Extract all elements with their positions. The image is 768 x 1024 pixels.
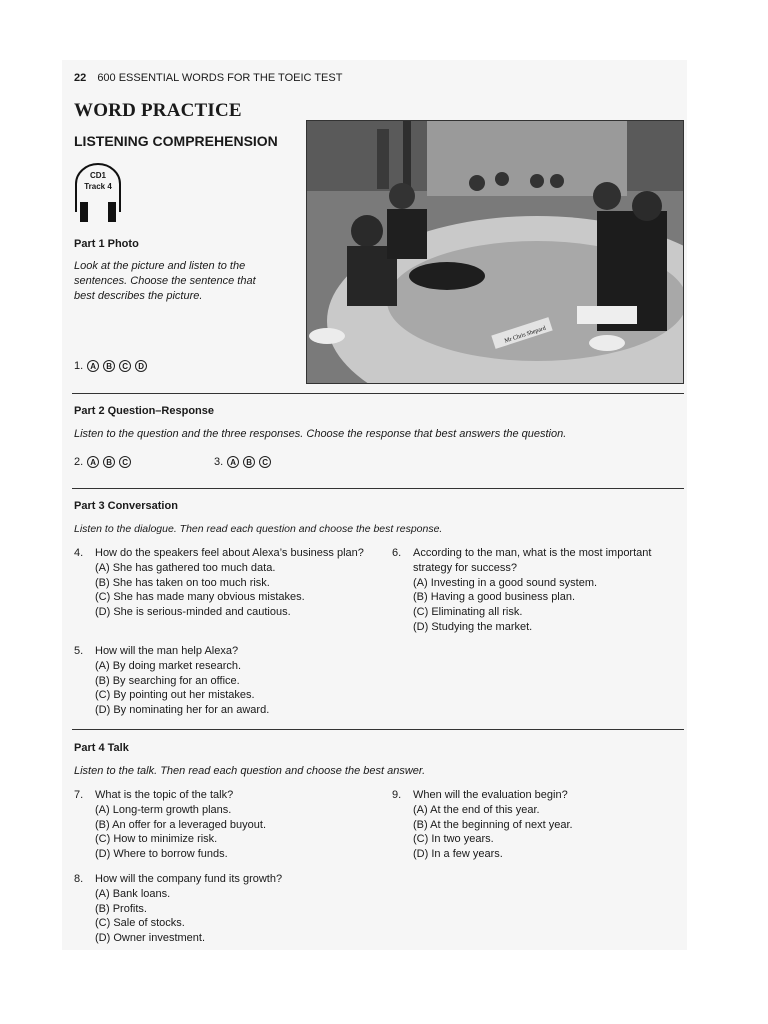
book-title: 600 ESSENTIAL WORDS FOR THE TOEIC TEST bbox=[97, 72, 343, 84]
answer-option: (A) Bank loans. bbox=[95, 887, 171, 900]
answer-option: (C) Sale of stocks. bbox=[95, 917, 185, 930]
choice-bubble[interactable]: C bbox=[119, 360, 131, 372]
part4-instructions: Listen to the talk. Then read each question and choose the best answer. bbox=[74, 765, 426, 777]
question-6 bbox=[392, 546, 684, 635]
answer-option: (D) In a few years. bbox=[413, 848, 503, 861]
question-4 bbox=[74, 546, 374, 620]
running-header bbox=[74, 72, 342, 84]
answer-option: (B) At the beginning of next year. bbox=[413, 818, 573, 831]
answer-option: (D) Owner investment. bbox=[95, 932, 206, 945]
section-subtitle: LISTENING COMPREHENSION bbox=[74, 133, 278, 149]
answer-option: (A) Long-term growth plans. bbox=[95, 803, 232, 816]
answer-option: (A) By doing market research. bbox=[95, 659, 242, 672]
part2-heading: Part 2 Question–Response bbox=[74, 405, 214, 417]
question-number: 7. bbox=[74, 789, 84, 801]
answer-option: (A) Investing in a good sound system. bbox=[413, 576, 598, 589]
answer-option: (A) At the end of this year. bbox=[413, 803, 540, 816]
page-title: WORD PRACTICE bbox=[74, 100, 242, 121]
question-9 bbox=[392, 788, 684, 862]
answer-option: (D) By nominating her for an award. bbox=[95, 704, 270, 717]
choice-bubble[interactable]: B bbox=[243, 456, 255, 468]
answer-option: (D) She is serious-minded and cautious. bbox=[95, 606, 291, 619]
answer-option: (C) By pointing out her mistakes. bbox=[95, 689, 255, 702]
question-number: 4. bbox=[74, 547, 84, 559]
question-number: 8. bbox=[74, 873, 84, 885]
part3-instructions: Listen to the dialogue. Then read each question and choose the best response. bbox=[74, 523, 443, 535]
question-text: How will the company fund its growth? bbox=[95, 873, 283, 885]
nameplate-text: Mr Chris Shepard bbox=[503, 325, 547, 345]
section-divider bbox=[72, 729, 684, 730]
part1-instructions: Look at the picture and listen to the sentences. Choose the sentence that best describes the picture. bbox=[74, 260, 256, 302]
choice-bubble[interactable]: C bbox=[119, 456, 131, 468]
answer-option: (B) Having a good business plan. bbox=[413, 591, 576, 604]
question-text: How will the man help Alexa? bbox=[95, 645, 239, 657]
question-text: How do the speakers feel about Alexa’s business plan? bbox=[95, 547, 364, 559]
part4-heading: Part 4 Talk bbox=[74, 742, 129, 754]
answer-line-2 bbox=[74, 456, 131, 468]
question-5 bbox=[74, 644, 374, 718]
question-text: According to the man, what is the most important strategy for success? bbox=[413, 547, 652, 574]
question-text: When will the evaluation begin? bbox=[413, 789, 568, 801]
answer-option: (B) An offer for a leveraged buyout. bbox=[95, 818, 267, 831]
answer-option: (C) How to minimize risk. bbox=[95, 833, 218, 846]
choice-bubble[interactable]: C bbox=[259, 456, 271, 468]
choice-bubble[interactable]: A bbox=[87, 360, 99, 372]
answer-option: (D) Studying the market. bbox=[413, 620, 533, 633]
cd-label: CD1 bbox=[89, 171, 106, 180]
choice-bubble[interactable]: B bbox=[103, 456, 115, 468]
page-number: 22 bbox=[74, 72, 87, 84]
choice-bubble[interactable]: D bbox=[135, 360, 147, 372]
section-divider bbox=[72, 393, 684, 394]
question-number: 1. bbox=[74, 360, 84, 372]
cd-track-badge bbox=[72, 162, 124, 222]
question-number: 2. bbox=[74, 456, 84, 468]
part2-instructions: Listen to the question and the three responses. Choose the response that best answers the question. bbox=[74, 428, 567, 440]
answer-option: (B) She has taken on too much risk. bbox=[95, 576, 270, 589]
question-text: What is the topic of the talk? bbox=[95, 789, 234, 801]
answer-line-3 bbox=[214, 456, 271, 468]
answer-line-1 bbox=[74, 360, 147, 372]
track-label: Track 4 bbox=[84, 182, 112, 191]
part3-heading: Part 3 Conversation bbox=[74, 500, 178, 512]
choice-bubble[interactable]: A bbox=[87, 456, 99, 468]
answer-option: (C) Eliminating all risk. bbox=[413, 606, 523, 619]
section-divider bbox=[72, 488, 684, 489]
part1-heading: Part 1 Photo bbox=[74, 238, 139, 250]
conference-table-image bbox=[307, 121, 683, 383]
choice-bubble[interactable]: A bbox=[227, 456, 239, 468]
question-number: 5. bbox=[74, 645, 84, 657]
question-number: 9. bbox=[392, 789, 402, 801]
question-8 bbox=[74, 872, 374, 946]
answer-option: (B) Profits. bbox=[95, 902, 147, 915]
meeting-photo bbox=[306, 120, 684, 384]
answer-option: (A) She has gathered too much data. bbox=[95, 561, 276, 574]
choice-bubble[interactable]: B bbox=[103, 360, 115, 372]
answer-option: (B) By searching for an office. bbox=[95, 674, 240, 687]
answer-option: (D) Where to borrow funds. bbox=[95, 848, 228, 861]
question-number: 3. bbox=[214, 456, 224, 468]
answer-option: (C) In two years. bbox=[413, 833, 494, 846]
answer-option: (C) She has made many obvious mistakes. bbox=[95, 591, 305, 604]
question-7 bbox=[74, 788, 374, 862]
question-number: 6. bbox=[392, 547, 402, 559]
